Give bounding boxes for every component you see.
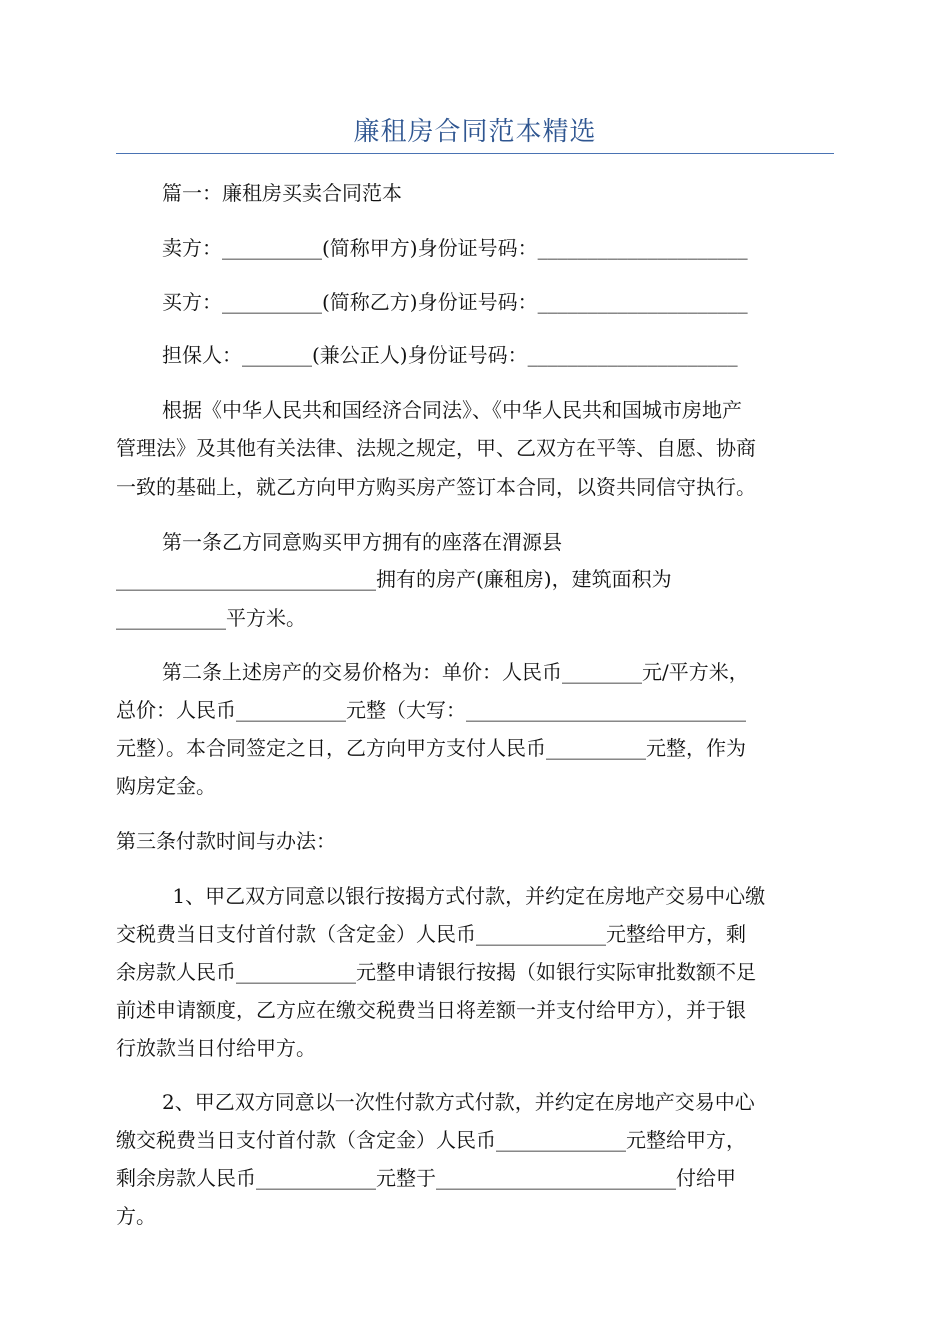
buyer-line: 买方：__________(简称乙方)身份证号码：_____________________ bbox=[162, 290, 748, 314]
clause-1-line-1: 1、甲乙双方同意以银行按揭方式付款，并约定在房地产交易中心缴 bbox=[166, 884, 766, 908]
clause-2-line-3: 剩余房款人民币____________元整于________________________付给甲 bbox=[116, 1166, 736, 1190]
article-1-line-3: ___________平方米。 bbox=[116, 606, 306, 630]
document-title: 廉租房合同范本精选 bbox=[353, 117, 597, 147]
article-2-line-3: 元整）。本合同签定之日，乙方向甲方支付人民币__________元整，作为 bbox=[116, 736, 746, 760]
clause-1-line-5: 行放款当日付给甲方。 bbox=[116, 1036, 316, 1060]
title-underline bbox=[116, 153, 834, 154]
clause-1-line-4: 前述申请额度，乙方应在缴交税费当日将差额一并支付给甲方），并于银 bbox=[116, 998, 746, 1022]
article-3-heading: 第三条付款时间与办法： bbox=[116, 829, 336, 853]
article-2-line-4: 购房定金。 bbox=[116, 774, 216, 798]
paragraph-basis-line-1: 根据《中华人民共和国经济合同法》、《中华人民共和国城市房地产 bbox=[162, 398, 742, 422]
article-1-line-2: __________________________拥有的房产(廉租房)，建筑面积为 bbox=[116, 567, 672, 591]
clause-2-line-4: 方。 bbox=[116, 1204, 156, 1228]
paragraph-basis-line-2: 管理法》及其他有关法律、法规之规定，甲、乙双方在平等、自愿、协商 bbox=[116, 436, 756, 460]
heading-part-one: 篇一：廉租房买卖合同范本 bbox=[162, 181, 402, 205]
clause-2-line-1: 2、甲乙双方同意以一次性付款方式付款，并约定在房地产交易中心 bbox=[162, 1090, 755, 1114]
clause-2-line-2: 缴交税费当日支付首付款（含定金）人民币_____________元整给甲方， bbox=[116, 1128, 746, 1152]
article-1-line-1: 第一条乙方同意购买甲方拥有的座落在渭源县 bbox=[162, 530, 562, 554]
clause-1-line-2: 交税费当日支付首付款（含定金）人民币_____________元整给甲方，剩 bbox=[116, 922, 746, 946]
clause-1-line-3: 余房款人民币____________元整申请银行按揭（如银行实际审批数额不足 bbox=[116, 960, 756, 984]
article-2-line-2: 总价：人民币___________元整（大写：____________________________ bbox=[116, 698, 746, 722]
seller-line: 卖方：__________(简称甲方)身份证号码：_____________________ bbox=[162, 236, 748, 260]
paragraph-basis-line-3: 一致的基础上，就乙方向甲方购买房产签订本合同，以资共同信守执行。 bbox=[116, 475, 756, 499]
article-2-line-1: 第二条上述房产的交易价格为：单价：人民币________元/平方米， bbox=[162, 660, 749, 684]
guarantor-line: 担保人：_______(兼公正人)身份证号码：_____________________ bbox=[162, 343, 738, 367]
